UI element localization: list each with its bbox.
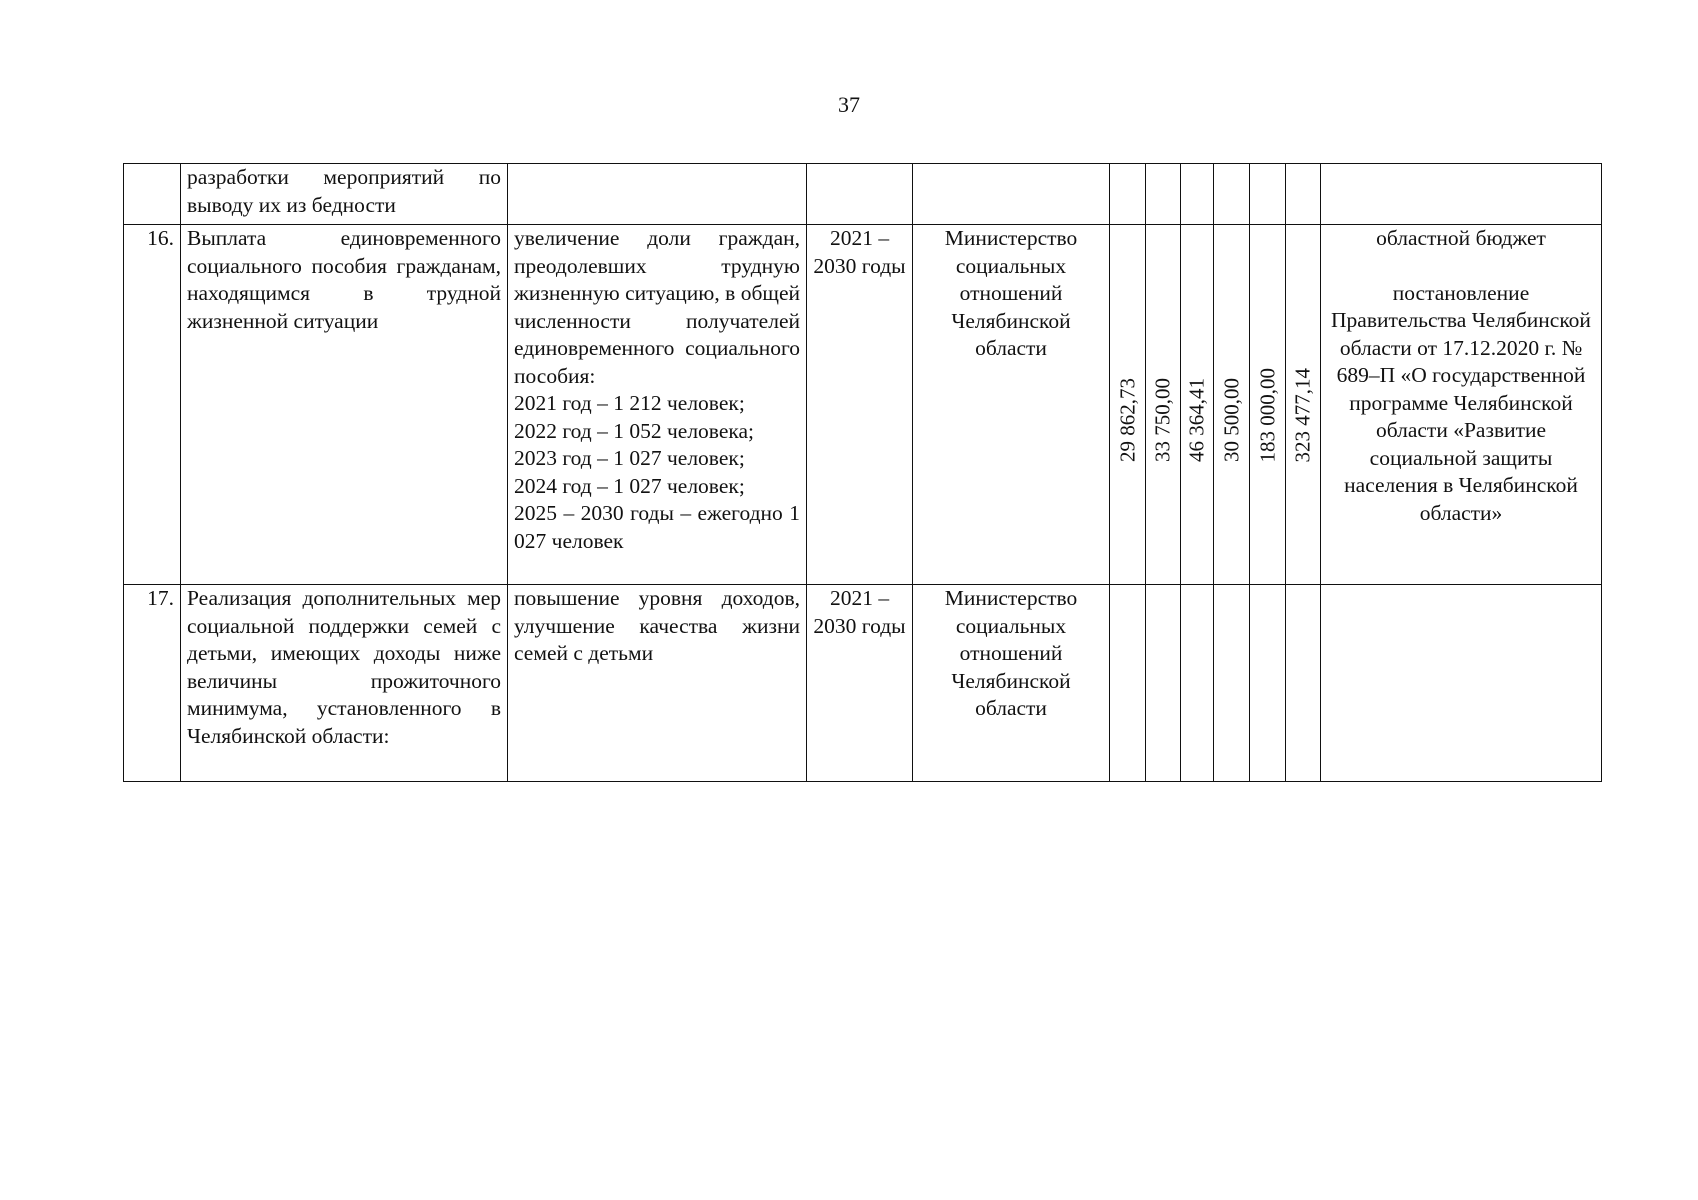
measure-title: Реализация дополнительных мер социальной поддержки семей с детьми, имеющих доходы ниже величины прожиточного минимума, установленного в Челябинской области: (181, 585, 508, 782)
executor: Министерство социальных отношений Челябинской области (913, 585, 1110, 782)
source-cell (1321, 164, 1602, 225)
amount-cell (1146, 225, 1181, 585)
table-row-17 (124, 585, 1602, 782)
amount-cell (1286, 164, 1321, 225)
amount-cell (1214, 585, 1250, 782)
measure-title: Выплата единовременного социального пособия гражданам, находящимся в трудной жизненной ситуации (181, 225, 508, 585)
period: 2021 – 2030 годы (807, 225, 913, 585)
amount-cell (1286, 585, 1321, 782)
executor: Министерство социальных отношений Челябинской области (913, 225, 1110, 585)
source-cell (1321, 225, 1602, 585)
amount-value: 29 862,73 (1115, 378, 1139, 462)
indicator-text: увеличение доли граждан, преодолевших трудную жизненную ситуацию, в общей численности получателей единовременного социального пособия: (514, 226, 800, 388)
amount-cell (1110, 164, 1146, 225)
amount-cell (1250, 164, 1286, 225)
indicator-cell (508, 225, 807, 585)
amount-cell (1214, 164, 1250, 225)
period: 2021 – 2030 годы (807, 585, 913, 782)
indicator-item: 2025 – 2030 годы – ежегодно 1 027 человек (514, 501, 800, 553)
table-row-continuation (124, 164, 1602, 225)
amount-cell (1181, 225, 1214, 585)
measure-title: разработки мероприятий по выводу их из бедности (181, 164, 508, 225)
program-table (123, 163, 1602, 782)
amount-cell (1250, 225, 1286, 585)
executor-cell (913, 164, 1110, 225)
table-row-16 (124, 225, 1602, 585)
spacer (1327, 253, 1595, 280)
amount-cell (1110, 225, 1146, 585)
row-number-cell (124, 164, 181, 225)
indicator-item: 2021 год – 1 212 человек; (514, 391, 745, 415)
amount-value: 46 364,41 (1184, 378, 1209, 462)
indicator-cell (508, 164, 807, 225)
indicator: повышение уровня доходов, улучшение качества жизни семей с детьми (508, 585, 807, 782)
indicator-item: 2023 год – 1 027 человек; (514, 446, 745, 470)
amount-value: 33 750,00 (1150, 378, 1175, 462)
row-number: 17. (124, 585, 181, 782)
amount-value: 323 477,14 (1290, 367, 1315, 462)
amount-cell (1181, 585, 1214, 782)
amount-value: 183 000,00 (1255, 367, 1279, 462)
funding-source: областной бюджет (1376, 226, 1546, 250)
amount-cell (1110, 585, 1146, 782)
source-cell (1321, 585, 1602, 782)
legal-basis: постановление Правительства Челябинской области от 17.12.2020 г. № 689–П «О государственной программе Челябинской области «Развитие социальной защиты населения в Челябинской области» (1331, 280, 1591, 525)
amount-value: 30 500,00 (1219, 378, 1243, 462)
page-number: 37 (838, 92, 860, 117)
amount-cell (1214, 225, 1250, 585)
amount-cell (1181, 164, 1214, 225)
indicator-item: 2022 год – 1 052 человека; (514, 418, 755, 443)
amount-cell (1286, 225, 1321, 585)
indicator-item: 2024 год – 1 027 человек; (514, 473, 745, 498)
amount-cell (1250, 585, 1286, 782)
amount-cell (1146, 585, 1181, 782)
amount-cell (1146, 164, 1181, 225)
period-cell (807, 164, 913, 225)
row-number: 16. (124, 225, 181, 585)
